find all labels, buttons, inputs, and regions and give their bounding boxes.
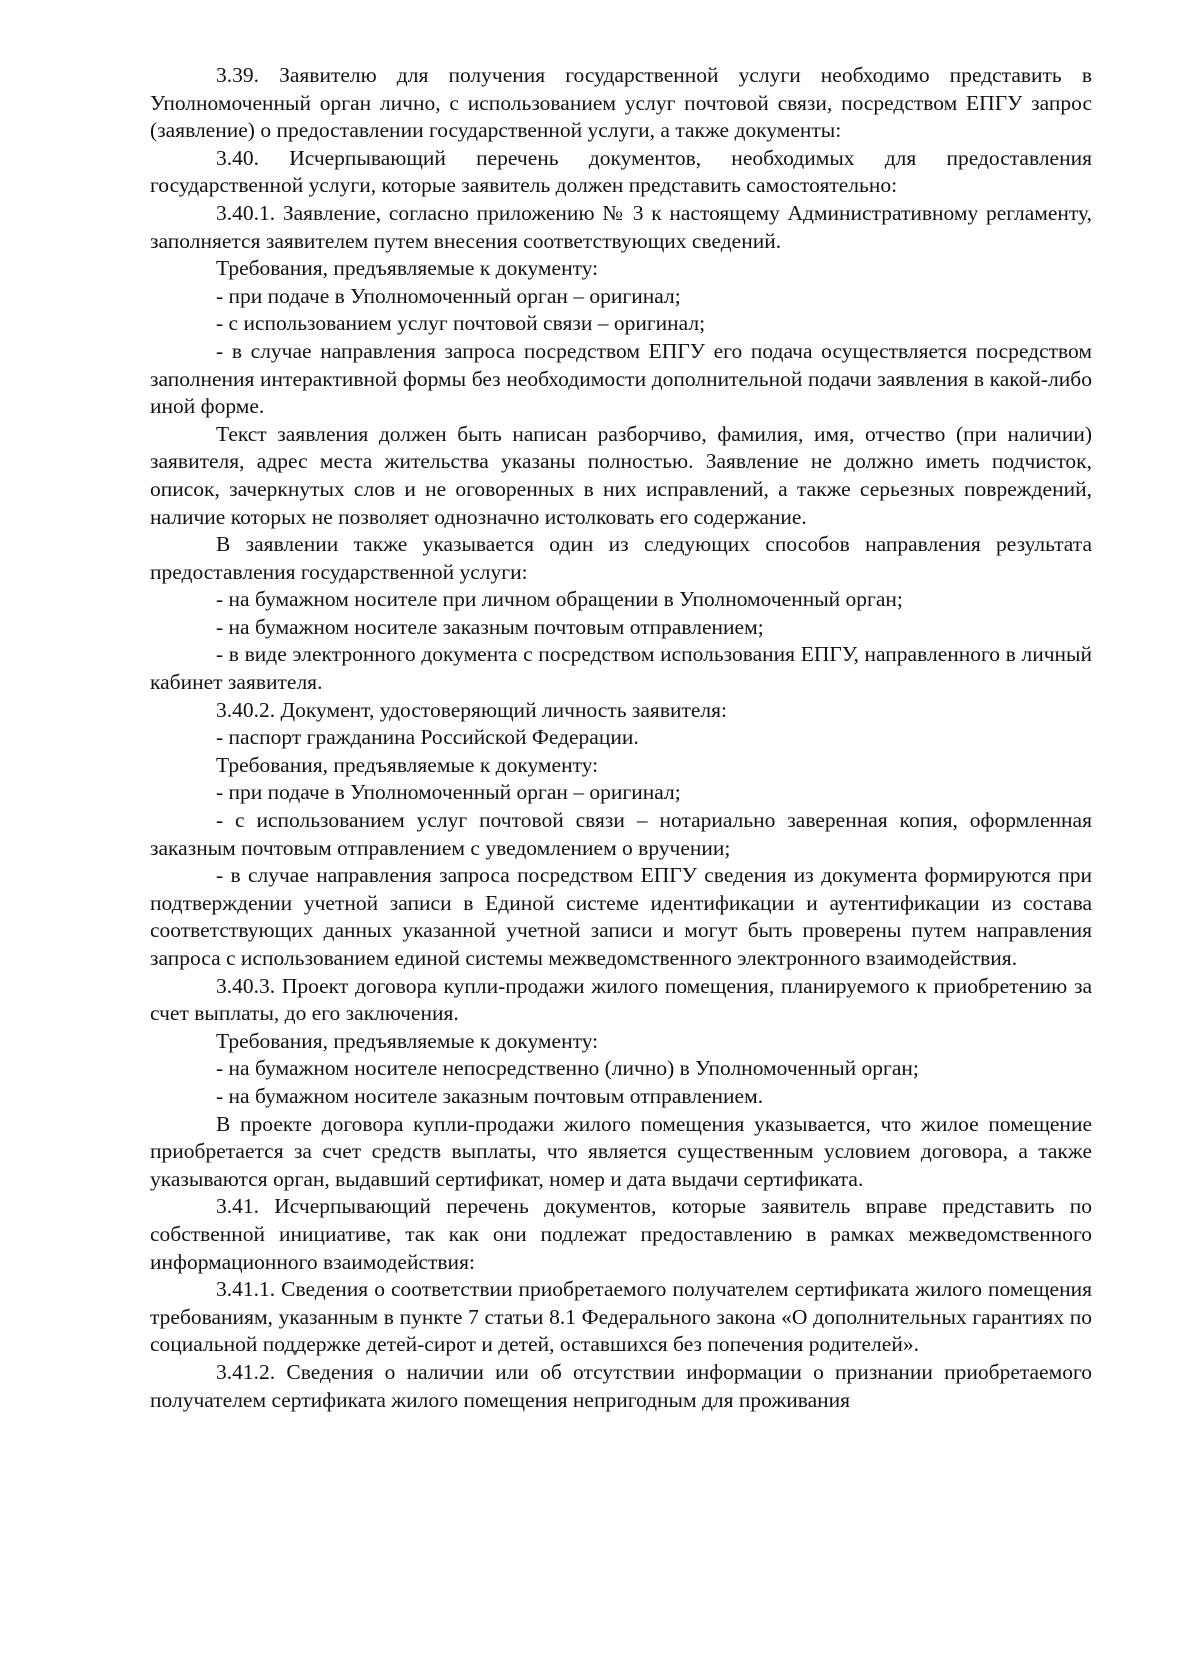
paragraph-3-40-1: 3.40.1. Заявление, согласно приложению № 3 к настоящему Административному регламенту, заполняется заявителем путем внесения соответствующих сведений. — [150, 200, 1092, 253]
paragraph-contract-draft: В проекте договора купли-продажи жилого помещения указывается, что жилое помещение приобретается за счет средств выплаты, что является существенным условием договора, а также указываются орган, выдавший сертификат, номер и дата выдачи сертификата. — [150, 1111, 1092, 1191]
paragraph-3-41-1: 3.41.1. Сведения о соответствии приобретаемого получателем сертификата жилого помещения требованиям, указанным в пункте 7 статьи 8.1 Федерального закона «О дополнительных гарантиях по социальной поддержке детей-сирот и детей, оставшихся без попечения родителей». — [150, 1277, 1092, 1357]
paragraph-3-41-2: 3.41.2. Сведения о наличии или об отсутствии информации о признании приобретаемого получателем сертификата жилого помещения непригодным для проживания — [150, 1359, 1092, 1412]
paragraph-3-40: 3.40. Исчерпывающий перечень документов, необходимых для предоставления государственной услуги, которые заявитель должен представить самостоятельно: — [150, 145, 1092, 198]
list-item: - на бумажном носителе при личном обращении в Уполномоченный орган; — [216, 587, 903, 612]
paragraph-application-text: Текст заявления должен быть написан разборчиво, фамилия, имя, отчество (при наличии) заявителя, адрес места жительства указаны полностью. Заявление не должно иметь подчисток, описок, зачеркнутых слов и не оговоренных в них исправлений, а также серьезных повреждений, наличие которых не позволяет однозначно истолковать его содержание. — [150, 421, 1092, 529]
list-item: - в виде электронного документа с посредством использования ЕПГУ, направленного в личный кабинет заявителя. — [150, 642, 1092, 695]
paragraph-3-40-3: 3.40.3. Проект договора купли-продажи жилого помещения, планируемого к приобретению за счет выплаты, до его заключения. — [150, 973, 1092, 1026]
paragraph-3-39: 3.39. Заявителю для получения государственной услуги необходимо представить в Уполномоченный орган лично, с использованием услуг почтовой связи, посредством ЕПГУ запрос (заявление) о предоставлении государственной услуги, а также документы: — [150, 63, 1092, 143]
list-item: - с использованием услуг почтовой связи – нотариально заверенная копия, оформленная заказным почтовым отправлением с уведомлением о вручении; — [150, 808, 1092, 860]
list-item: - на бумажном носителе непосредственно (лично) в Уполномоченный орган; — [216, 1056, 919, 1081]
list-item: - паспорт гражданина Российской Федерации. — [216, 725, 639, 750]
list-item: - на бумажном носителе заказным почтовым отправлением; — [216, 614, 764, 639]
paragraph-requirements: Требования, предъявляемые к документу: — [216, 752, 599, 777]
paragraph-3-41: 3.41. Исчерпывающий перечень документов, которые заявитель вправе представить по собственной инициативе, так как они подлежат предоставлению в рамках межведомственного информационного взаимодействия: — [150, 1194, 1092, 1274]
list-item: - на бумажном носителе заказным почтовым отправлением. — [216, 1083, 764, 1108]
list-item: - с использованием услуг почтовой связи – оригинал; — [216, 311, 706, 336]
list-item: - при подаче в Уполномоченный орган – оригинал; — [216, 283, 681, 308]
list-item: - в случае направления запроса посредством ЕПГУ сведения из документа формируются при подтверждении учетной записи в Единой системе идентификации и аутентификации из состава соответствующих данных указанной учетной записи и могут быть проверены путем направления запроса с использованием единой системы межведомственного электронного взаимодействия. — [150, 863, 1092, 970]
paragraph-requirements: Требования, предъявляемые к документу: — [216, 256, 599, 281]
paragraph-3-40-2: 3.40.2. Документ, удостоверяющий личность заявителя: — [216, 697, 728, 722]
list-item: - в случае направления запроса посредством ЕПГУ его подача осуществляется посредством заполнения интерактивной формы без необходимости дополнительной подачи заявления в какой-либо иной форме. — [150, 338, 1092, 419]
paragraph-requirements: Требования, предъявляемые к документу: — [216, 1028, 599, 1053]
list-item: - при подаче в Уполномоченный орган – оригинал; — [216, 780, 681, 805]
paragraph-result-methods: В заявлении также указывается один из следующих способов направления результата предоставления государственной услуги: — [150, 532, 1092, 584]
document-page — [150, 62, 1092, 1414]
